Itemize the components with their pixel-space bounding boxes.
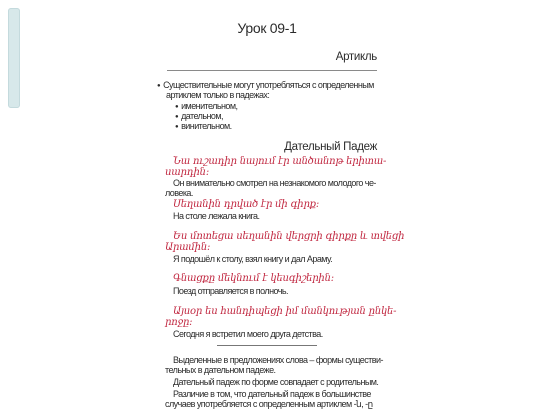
armenian-example: սարդին: — [165, 167, 209, 178]
armenian-example: Այսօր ես հանդիպեցի իմ մանկության ընկե- — [173, 306, 397, 317]
russian-translation: Он внимательно смотрел на незнакомого молодого че- — [173, 178, 376, 188]
armenian-example: Ես մոտեցա սեղանին վերցրի գիրքը և տվեցի — [173, 231, 405, 242]
intro-line-2: артиклем только в падежах: — [166, 90, 270, 100]
section-heading-article: Артикль — [335, 51, 377, 63]
note-line: Дательный падеж по форме совпадает с родительным. — [173, 377, 379, 387]
page-title: Урок 09-1 — [237, 20, 297, 36]
intro-line-1: ● Существительные могут употребляться с определенным — [157, 80, 374, 93]
case-item: ● именительном, — [175, 101, 237, 114]
armenian-example: Նա ուշադիր նայում էր անծանոթ երիտա- — [173, 156, 387, 167]
side-panel-tab[interactable] — [8, 8, 20, 108]
armenian-example: Սեղանին դրված էր մի գիրք: — [173, 199, 320, 210]
note-line: Выделенные в предложениях слова – формы существи- — [173, 355, 383, 365]
note-line: случаев употребляется с определенным артиклем -ն, -ը — [165, 399, 373, 409]
section-divider — [167, 70, 377, 71]
notes-divider — [217, 345, 317, 346]
russian-translation: На столе лежала книга. — [173, 211, 260, 221]
armenian-example: Արամին: — [165, 242, 211, 253]
armenian-example: Գնացքը մեկնում է կեսգիշերին: — [173, 273, 334, 284]
note-line: Различие в том, что дательный падеж в большинстве — [173, 389, 371, 399]
russian-translation: ловека. — [165, 188, 193, 198]
russian-translation: Сегодня я встретил моего друга детства. — [173, 329, 323, 339]
russian-translation: Я подошёл к столу, взял книгу и дал Араму. — [173, 254, 333, 264]
armenian-example: րոջը: — [165, 317, 193, 328]
russian-translation: Поезд отправляется в полночь. — [173, 286, 288, 296]
note-line: тельных в дательном падеже. — [165, 365, 276, 375]
section-heading-dative: Дательный Падеж — [284, 141, 377, 153]
case-item: ● дательном, — [175, 111, 223, 124]
document-page — [157, 0, 405, 409]
case-item: ● винительном. — [175, 121, 232, 134]
